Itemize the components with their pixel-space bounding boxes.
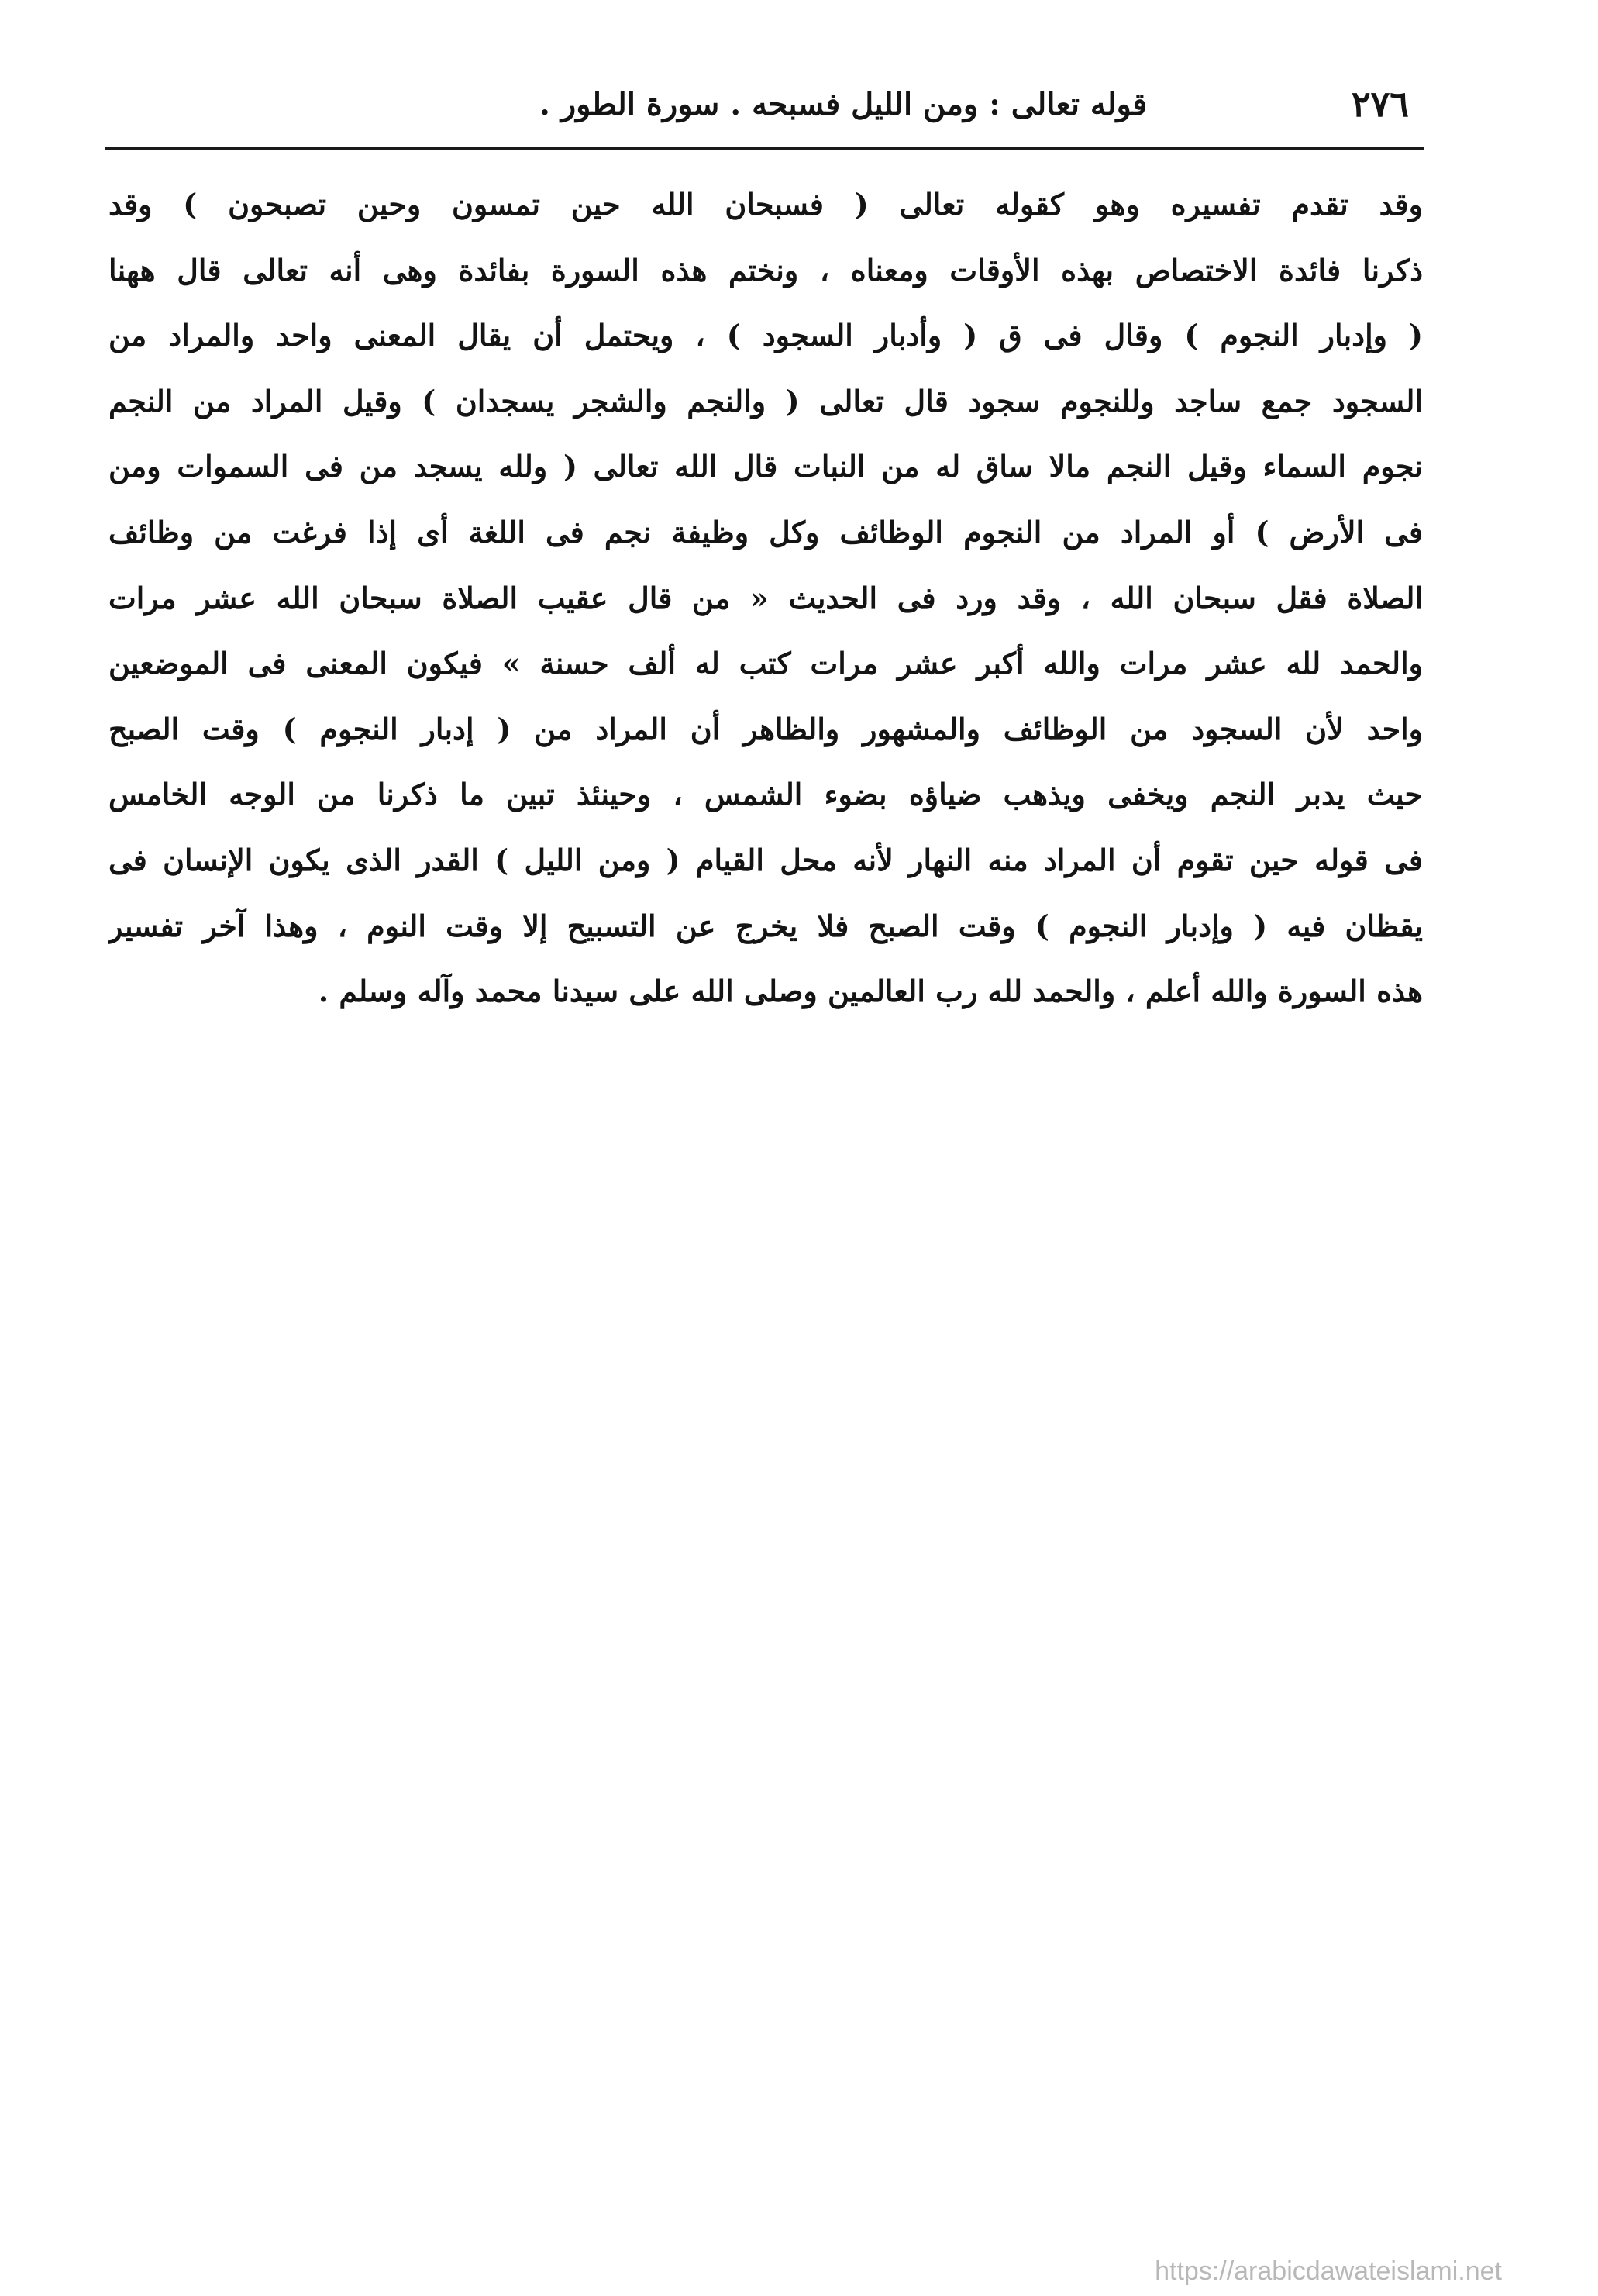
text-line: فى الأرض ) أو المراد من النجوم الوظائف وكل وظيفة نجم فى اللغة أى إذا فرغت من وظائف xyxy=(108,514,1423,550)
running-title: قوله تعالى : ومن الليل فسبحه . سورة الطور . xyxy=(539,85,1148,122)
body-text xyxy=(108,172,1423,1025)
text-line: وقد تقدم تفسيره وهو كقوله تعالى ( فسبحان الله حين تمسون وحين تصبحون ) وقد xyxy=(108,187,1423,222)
page-number: ٢٧٦ xyxy=(1351,83,1409,125)
text-line: فى قوله حين تقوم أن المراد منه النهار لأنه محل القيام ( ومن الليل ) القدر الذى يكون الإنسان فى xyxy=(108,842,1423,877)
text-line: الصلاة فقل سبحان الله ، وقد ورد فى الحديث « من قال عقيب الصلاة سبحان الله عشر مرات xyxy=(108,580,1423,615)
text-line: حيث يدبر النجم ويخفى ويذهب ضياؤه بضوء الشمس ، وحينئذ تبين ما ذكرنا من الوجه الخامس xyxy=(108,777,1423,812)
text-line: يقظان فيه ( وإدبار النجوم ) وقت الصبح فلا يخرج عن التسبيح إلا وقت النوم ، وهذا آخر تفسير xyxy=(108,908,1423,943)
text-line: ذكرنا فائدة الاختصاص بهذه الأوقات ومعناه ، ونختم هذه السورة بفائدة وهى أنه تعالى قال ههنا xyxy=(108,252,1423,288)
header-rule xyxy=(105,147,1424,150)
page-header xyxy=(105,71,1424,136)
text-line-last: هذه السورة والله أعلم ، والحمد لله رب العالمين وصلى الله على سيدنا محمد وآله وسلم . xyxy=(318,974,1423,1009)
watermark-url: https://arabicdawateislami.net xyxy=(1155,2256,1502,2286)
text-line: السجود جمع ساجد وللنجوم سجود قال تعالى ( والنجم والشجر يسجدان ) وقيل المراد من النجم xyxy=(108,383,1423,419)
text-line: واحد لأن السجود من الوظائف والمشهور والظاهر أن المراد من ( إدبار النجوم ) وقت الصبح xyxy=(108,711,1423,746)
text-line: ( وإدبار النجوم ) وقال فى ق ( وأدبار السجود ) ، ويحتمل أن يقال المعنى واحد والمراد من xyxy=(108,318,1423,353)
text-line: والحمد لله عشر مرات والله أكبر عشر مرات كتب له ألف حسنة » فيكون المعنى فى الموضعين xyxy=(108,646,1423,681)
text-line: نجوم السماء وقيل النجم مالا ساق له من النبات قال الله تعالى ( ولله يسجد من فى السموات ومن xyxy=(108,449,1423,484)
